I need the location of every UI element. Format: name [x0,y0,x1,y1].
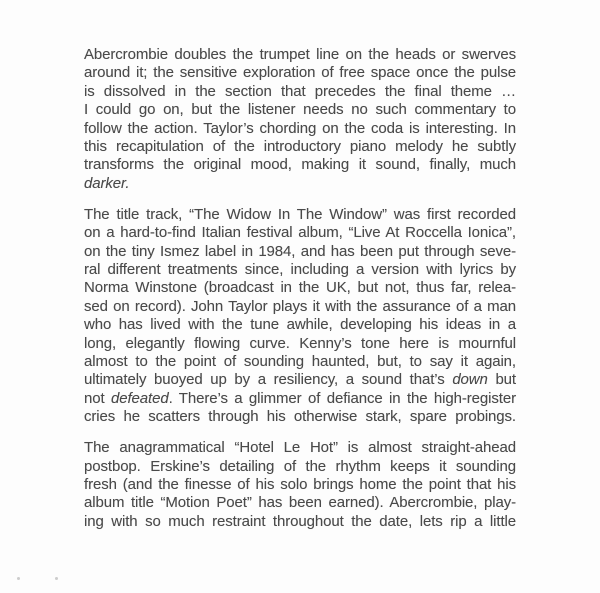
text-line [84,476,516,494]
italic-text-segment: down [452,371,488,389]
text-segment: sed on record). John Taylor plays it with the assurance of a man [84,297,516,315]
text-line [84,156,516,174]
text-line [84,279,516,297]
italic-text-segment: defeated [110,389,169,407]
text-line [84,206,516,224]
text-line [84,298,516,316]
text-segment: album title “Motion Poet” has been earned). Abercrombie, play- [84,494,516,512]
text-segment: transforms the original mood, making it sound, finally, much [84,156,516,174]
text-line [84,335,516,353]
text-line [84,243,516,261]
text-line [84,390,516,408]
text-segment: on the tiny Ismez label in 1984, and has been put through seve- [84,242,516,260]
text-line [84,261,516,279]
text-line [84,138,516,156]
italic-text-segment: darker. [84,174,130,192]
text-line [84,458,516,476]
liner-notes-text [84,46,516,531]
text-line [84,120,516,138]
text-segment: is dissolved in the section that precedes the final theme … [84,82,516,100]
text-segment: around it; the sensitive exploration of free space once the pulse [84,64,516,82]
text-line [84,371,516,389]
text-line [84,513,516,531]
text-line [84,64,516,82]
text-segment: Norma Winstone (broadcast in the UK, but not, thus far, relea- [84,279,516,297]
text-segment: cries he scatters through his otherwise stark, spare probings. [84,408,516,426]
text-segment: I could go on, but the listener needs no such commentary to [84,101,516,119]
scan-artifact-dot [55,577,58,580]
text-segment: ultimately buoyed up by a resiliency, a sound that’s [84,371,453,389]
text-line [84,175,516,193]
text-segment: The title track, “The Widow In The Window” was first recorded [84,205,516,223]
text-segment: long, elegantly flowing curve. Kenny’s tone here is mournful [84,334,516,352]
text-line [84,316,516,334]
text-line [84,46,516,64]
scan-artifact-dot [17,577,20,580]
text-line [84,494,516,512]
text-segment: almost to the point of sounding haunted, but, to say it again, [84,353,516,370]
text-segment: on a hard-to-find Italian festival album, “Live At Roccella Ionica”, [84,224,516,242]
text-segment: this recapitulation of the introductory piano melody he subtly [84,138,516,156]
text-segment: but [487,371,516,389]
text-segment: Abercrombie doubles the trumpet line on the heads or swerves [84,46,516,63]
text-segment: ral different treatments since, including a version with lyrics by [84,260,516,278]
text-line [84,83,516,101]
text-segment: postbop. Erskine’s detailing of the rhythm keeps it sounding [84,457,516,475]
text-segment: The anagrammatical “Hotel Le Hot” is almost straight-ahead [84,439,516,457]
text-line [84,353,516,371]
text-segment: who has lived with the tune awhile, developing his ideas in a [84,316,516,334]
text-line [84,408,516,426]
text-segment: not [84,389,111,407]
text-segment: fresh (and the finesse of his solo brings home the point that his [84,475,516,493]
text-segment: follow the action. Taylor’s chording on the coda is interesting. In [84,119,516,137]
text-segment: ing with so much restraint throughout the date, lets rip a little [84,512,516,530]
paragraph [84,46,516,193]
text-line [84,439,516,457]
text-line [84,224,516,242]
text-segment: . There’s a glimmer of defiance in the high-register [168,389,516,407]
paragraph [84,439,516,531]
text-line [84,101,516,119]
paragraph [84,206,516,427]
